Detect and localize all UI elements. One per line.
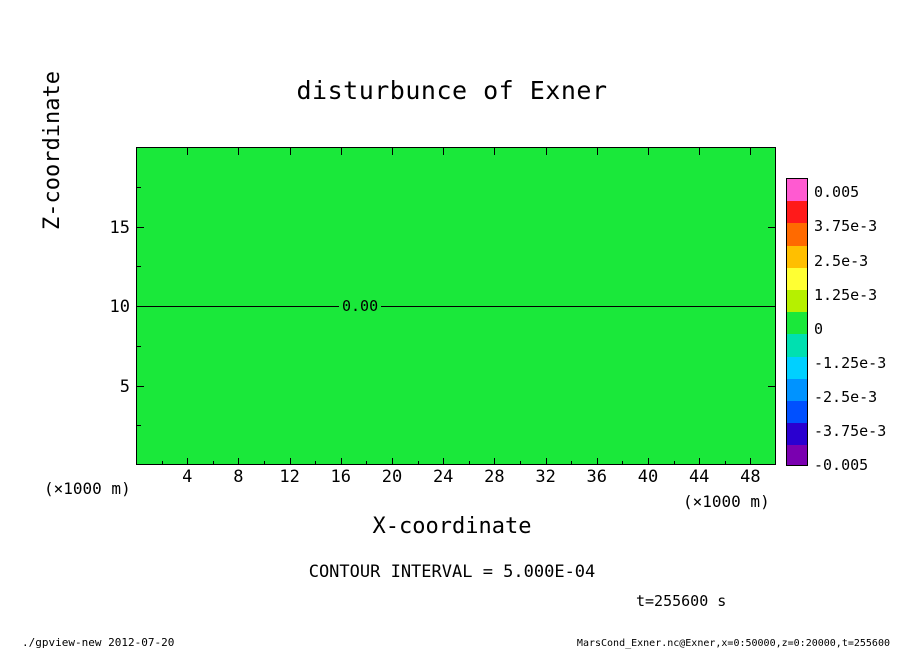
colorbar-cell <box>787 201 807 223</box>
colorbar-cell <box>787 334 807 356</box>
colorbar-label: -2.5e-3 <box>814 388 878 406</box>
x-tick-major <box>443 458 444 465</box>
colorbar-label: 0 <box>814 320 824 338</box>
x-tick-minor <box>315 461 316 465</box>
y-tick-label: 15 <box>109 218 130 238</box>
x-tick-major-top <box>546 148 547 155</box>
x-tick-label: 12 <box>279 467 300 487</box>
y-axis-unit-label: (×1000 m) <box>44 479 131 498</box>
x-axis-title: X-coordinate <box>372 514 532 539</box>
x-axis-unit-label: (×1000 m) <box>683 492 770 511</box>
x-tick-minor <box>469 461 470 465</box>
x-tick-major <box>648 458 649 465</box>
x-tick-label: 24 <box>432 467 454 487</box>
x-tick-label: 48 <box>740 467 761 487</box>
colorbar-cell <box>787 401 807 423</box>
colorbar-label: -0.005 <box>814 456 869 474</box>
x-tick-major-top <box>290 148 291 155</box>
colorbar-cell <box>787 290 807 312</box>
x-tick-minor <box>571 461 572 465</box>
time-annotation: t=255600 s <box>636 592 727 610</box>
x-tick-minor <box>264 461 265 465</box>
colorbar-label: -1.25e-3 <box>814 354 887 372</box>
x-tick-label: 8 <box>233 467 244 487</box>
y-tick-minor <box>137 425 141 426</box>
x-tick-minor <box>622 461 623 465</box>
x-tick-major <box>238 458 239 465</box>
chart-title: disturbunce of Exner <box>296 76 608 105</box>
y-tick-major <box>137 306 144 307</box>
y-tick-major <box>137 227 144 228</box>
colorbar-cell <box>787 312 807 334</box>
footer-left-text: ./gpview-new 2012-07-20 <box>22 636 175 649</box>
plot-area <box>136 147 776 465</box>
x-tick-major-top <box>443 148 444 155</box>
x-tick-label: 28 <box>484 467 505 487</box>
colorbar-cell <box>787 357 807 379</box>
y-tick-label: 10 <box>109 297 130 317</box>
x-tick-minor <box>162 461 163 465</box>
x-tick-major <box>392 458 393 465</box>
x-tick-major <box>187 458 188 465</box>
x-tick-major-top <box>238 148 239 155</box>
x-tick-label: 16 <box>330 467 352 487</box>
y-tick-major-right <box>768 386 775 387</box>
y-tick-major <box>137 386 144 387</box>
x-tick-label: 44 <box>688 467 710 487</box>
x-tick-major <box>750 458 751 465</box>
x-tick-label: 20 <box>381 467 403 487</box>
x-tick-label: 4 <box>182 467 193 487</box>
colorbar-label: 0.005 <box>814 183 860 201</box>
y-axis-title: Z-coordinate <box>40 71 65 230</box>
y-tick-major-right <box>768 306 775 307</box>
x-tick-major-top <box>187 148 188 155</box>
x-tick-label: 32 <box>535 467 556 487</box>
colorbar-label: 3.75e-3 <box>814 217 878 235</box>
colorbar-label: -3.75e-3 <box>814 422 887 440</box>
colorbar-label: 1.25e-3 <box>814 286 878 304</box>
colorbar-cell <box>787 379 807 401</box>
x-tick-minor <box>674 461 675 465</box>
contour-interval-text: CONTOUR INTERVAL = 5.000E-04 <box>308 562 596 582</box>
colorbar-cell <box>787 223 807 245</box>
y-tick-major-right <box>768 227 775 228</box>
x-tick-minor <box>725 461 726 465</box>
x-tick-major-top <box>648 148 649 155</box>
x-tick-minor <box>418 461 419 465</box>
contour-line-0 <box>137 306 775 307</box>
x-tick-major <box>597 458 598 465</box>
colorbar-cell <box>787 423 807 445</box>
x-tick-major <box>699 458 700 465</box>
footer-right-text: MarsCond_Exner.nc@Exner,x=0:50000,z=0:20000,t=255600 <box>576 638 890 649</box>
colorbar-labels <box>814 178 900 474</box>
x-tick-minor <box>213 461 214 465</box>
colorbar-cell <box>787 445 807 466</box>
colorbar-label: 2.5e-3 <box>814 252 869 270</box>
colorbar-cell <box>787 246 807 268</box>
y-tick-minor <box>137 266 141 267</box>
x-tick-major <box>290 458 291 465</box>
x-tick-major-top <box>341 148 342 155</box>
x-tick-minor <box>366 461 367 465</box>
contour-label-0: 0.00 <box>339 299 381 313</box>
colorbar-cell <box>787 268 807 290</box>
x-tick-major-top <box>699 148 700 155</box>
y-tick-label: 5 <box>119 377 130 397</box>
x-tick-major <box>341 458 342 465</box>
x-tick-major-top <box>392 148 393 155</box>
x-tick-major-top <box>494 148 495 155</box>
x-tick-major <box>546 458 547 465</box>
y-tick-minor <box>137 346 141 347</box>
x-tick-label: 36 <box>586 467 608 487</box>
x-tick-major <box>494 458 495 465</box>
x-tick-minor <box>520 461 521 465</box>
y-tick-minor <box>137 187 141 188</box>
colorbar-cell <box>787 179 807 201</box>
x-tick-label: 40 <box>637 467 659 487</box>
x-tick-major-top <box>597 148 598 155</box>
x-tick-major-top <box>750 148 751 155</box>
colorbar <box>786 178 808 466</box>
